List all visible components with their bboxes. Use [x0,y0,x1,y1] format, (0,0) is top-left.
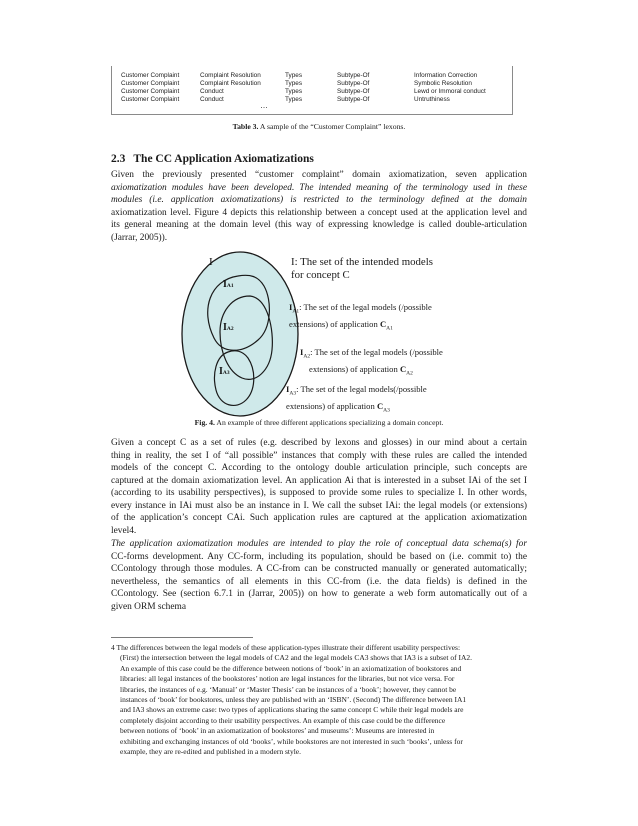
set-I-ellipse [182,252,298,416]
text-line: Given a concept C as a set of rules (e.g. described by lexons and glosses) in our mind about a certain [111,438,527,448]
label-IA3 [219,366,230,377]
text-line: every instance in IAi must also be an instance in I. We call the subset IAi: the legal models (or extensions) [111,500,527,511]
footnote-line: between notions of ‘book’ in an axiomatization of bookstores’ and museums’: Museums are interested in [120,726,435,736]
note-A3-Csub: A3 [383,407,390,414]
note-A1-text: : The set of the legal models (/possible [299,302,432,312]
text-line: modules (i.e. application axiomatizations) is restricted to the terminology defined at the domain [111,195,527,205]
text-line: CContology. See (section 6.7.1 in (Jarrar, 2005)) on how to generate a web form automatically out of a [111,589,527,599]
label-IA1 [223,279,234,290]
note-A1-line2 [289,318,432,335]
label-IA3-main: I [219,366,223,377]
table-cell: Subtype-Of [337,80,370,87]
text-line: Given the previously presented “customer complaint” domain axiomatization, seven application [111,170,527,180]
text-line: CC-forms development. Any CC-form, including its population, should be based on (i.e. commit to) the [111,551,527,562]
table-cell: Subtype-Of [337,72,370,79]
footnote-line: completely disjoint according to their usability perspectives. An example of this case could be the difference [120,715,446,725]
footnote-line: example, they are re-edited and published in a modern style. [120,746,301,756]
table-cell: Conduct [200,96,224,103]
note-set-I [291,256,433,282]
table-ellipsis: … [260,101,268,110]
figure-caption-label: Fig. 4. [194,418,215,427]
label-IA2-sub: A2 [226,326,234,332]
table-cell: Complaint Resolution [200,72,261,79]
section-title: The CC Application Axiomatizations [133,153,314,165]
table-cell: Types [285,96,303,103]
table-cell: Subtype-Of [337,96,370,103]
text-line: captured at the domain axiomatization level. An application Ai that is interested in a subset IAi of the set I [111,475,527,486]
text-line: axiomatization level. Figure 4 depicts this relationship between a concept used at the application level and [111,207,527,218]
footnote-rule [111,637,253,638]
note-A3-line2 [286,400,427,417]
text-line: CContology through those modules. A CC-from can be constructed manually or generated automatically; [111,564,527,574]
label-IA2 [223,322,234,333]
paragraph-3 [111,538,527,613]
note-A2-line2 [300,363,443,380]
table-cell: Subtype-Of [337,88,370,95]
note-A3-text2: extensions) of application [286,400,377,411]
text-line: given ORM schema [111,601,186,612]
table-cell: Information Correction [414,72,478,79]
note-set-IA1 [289,301,432,334]
footnote-line: libraries: all legal instances of the bookstores’ notion are legal instances for the libraries, but not vice versa. For [120,674,455,684]
table-cell: Complaint Resolution [200,80,261,87]
note-A2-C: C [399,363,407,374]
text-line: thing in reality, the set I of “all possible” instances that comply with these rules are called the intended [111,450,527,461]
table-caption-label: Table 3. [232,122,259,131]
table-caption-text: A sample of the “Customer Complaint” lexons. [258,122,406,131]
note-A2-text: : The set of the legal models (/possible [310,347,443,357]
footnote-line: and IA3 shows an extreme case: two types of applications sharing the same concept C while their legal models are [120,705,464,715]
note-A3-text: : The set of the legal models(/possible [296,384,427,394]
note-I-line2: for concept C [291,269,350,281]
note-A2-sub: A2 [303,353,311,360]
footnote-line: instances of ‘book’ for bookstores, unless they are published with an ‘ISBN’. (Second) The difference between IA1 [120,694,467,704]
footnote-line: (First) the intersection between the legal models of CA2 and the legal models CA3 shows that IA3 is a subset of IA2. [120,653,473,663]
table-cell: Types [285,80,303,87]
text-line: (Jarrar, 2005)). [111,232,168,243]
label-IA1-sub: A1 [226,283,234,289]
text-line: The application axiomatization modules are intended to play the role of conceptual data schema(s) for [111,539,527,549]
footnote-line: libraries, the instances of e.g. ‘Manual’ or ‘Master Thesis’ can be instances of a ‘book’; however, they cannot be [120,684,457,694]
note-A2-Csub: A2 [406,370,413,377]
text-line: (according to its usability perspectives), is supposed to provide some rules to specialize I. In other words, [111,488,527,498]
text-line: level4. [111,525,137,536]
note-I-line1: I: The set of the intended models [291,256,433,268]
note-A1-sub: A1 [292,308,300,315]
footnote [111,643,527,757]
note-set-IA2 [300,346,443,379]
note-A1-Csub: A1 [386,325,393,332]
table-row [112,95,512,104]
note-A3-C: C [376,400,384,411]
text-line: its general meaning at the domain level (this way of expressing knowledge is called double-articulation [111,220,527,230]
table-cell: Untruthiness [414,96,450,103]
label-IA1-main: I [223,279,227,290]
paragraph-1 [111,169,527,244]
text-line: axiomatization modules have been developed. The intended meaning of the terminology used in these [111,182,527,193]
table-caption [111,122,527,131]
note-A3-sub: A3 [289,390,297,397]
footnote-line: An example of this case could be the difference between notions of ‘book’ in an axiomatization of bookstores and [120,663,462,673]
note-A1-line1: $I_{A1}$: The set of the legal models (/possible [289,302,432,315]
table-cell: Lewd or Immoral conduct [414,88,486,95]
text-line: models of the concept C. According to the ontology double articulation principle, such concepts are [111,463,527,473]
table-cell: Types [285,88,303,95]
note-A1-C: C [379,318,387,329]
figure-caption [111,418,527,427]
paragraph-2 [111,437,527,537]
note-set-IA3 [286,383,427,416]
label-I: I [209,256,213,268]
table-cell: Customer Complaint [121,96,180,103]
table-cell: Customer Complaint [121,72,180,79]
note-A2-text2: extensions) of application [309,363,400,374]
footnote-line: exhibiting and exchanging instances of old ‘books’, while bookstores are not interested in such ‘books’, unless for [120,736,463,746]
lexon-table [111,66,513,115]
label-IA3-sub: A3 [222,370,230,376]
table-cell: Types [285,72,303,79]
venn-diagram [180,250,300,418]
figure-caption-text: An example of three different applications specializing a domain concept. [214,418,444,427]
table-cell: Customer Complaint [121,80,180,87]
table-cell: Conduct [200,88,224,95]
table-cell: Customer Complaint [121,88,180,95]
note-A2-line1: $I_{A2}$: The set of the legal models (/possible [300,347,443,360]
footnote-line: 4 The differences between the legal models of these application-types illustrate their different usability perspectives: [111,643,461,652]
text-line: of the application’s concept CAi. Such application rules are captured at the application axiomatization [111,513,527,523]
section-number: 2.3 [111,153,126,165]
label-IA2-main: I [223,322,227,333]
section-heading [111,153,314,165]
note-A3-line1: $I_{A3}$: The set of the legal models(/possible [286,384,427,397]
table-cell: Symbolic Resolution [414,80,472,87]
text-line: nevertheless, the semantics of all elements in this CC-from (i.e. the data fields) is defined in the [111,576,527,587]
note-A1-text2: extensions) of application [289,318,380,329]
